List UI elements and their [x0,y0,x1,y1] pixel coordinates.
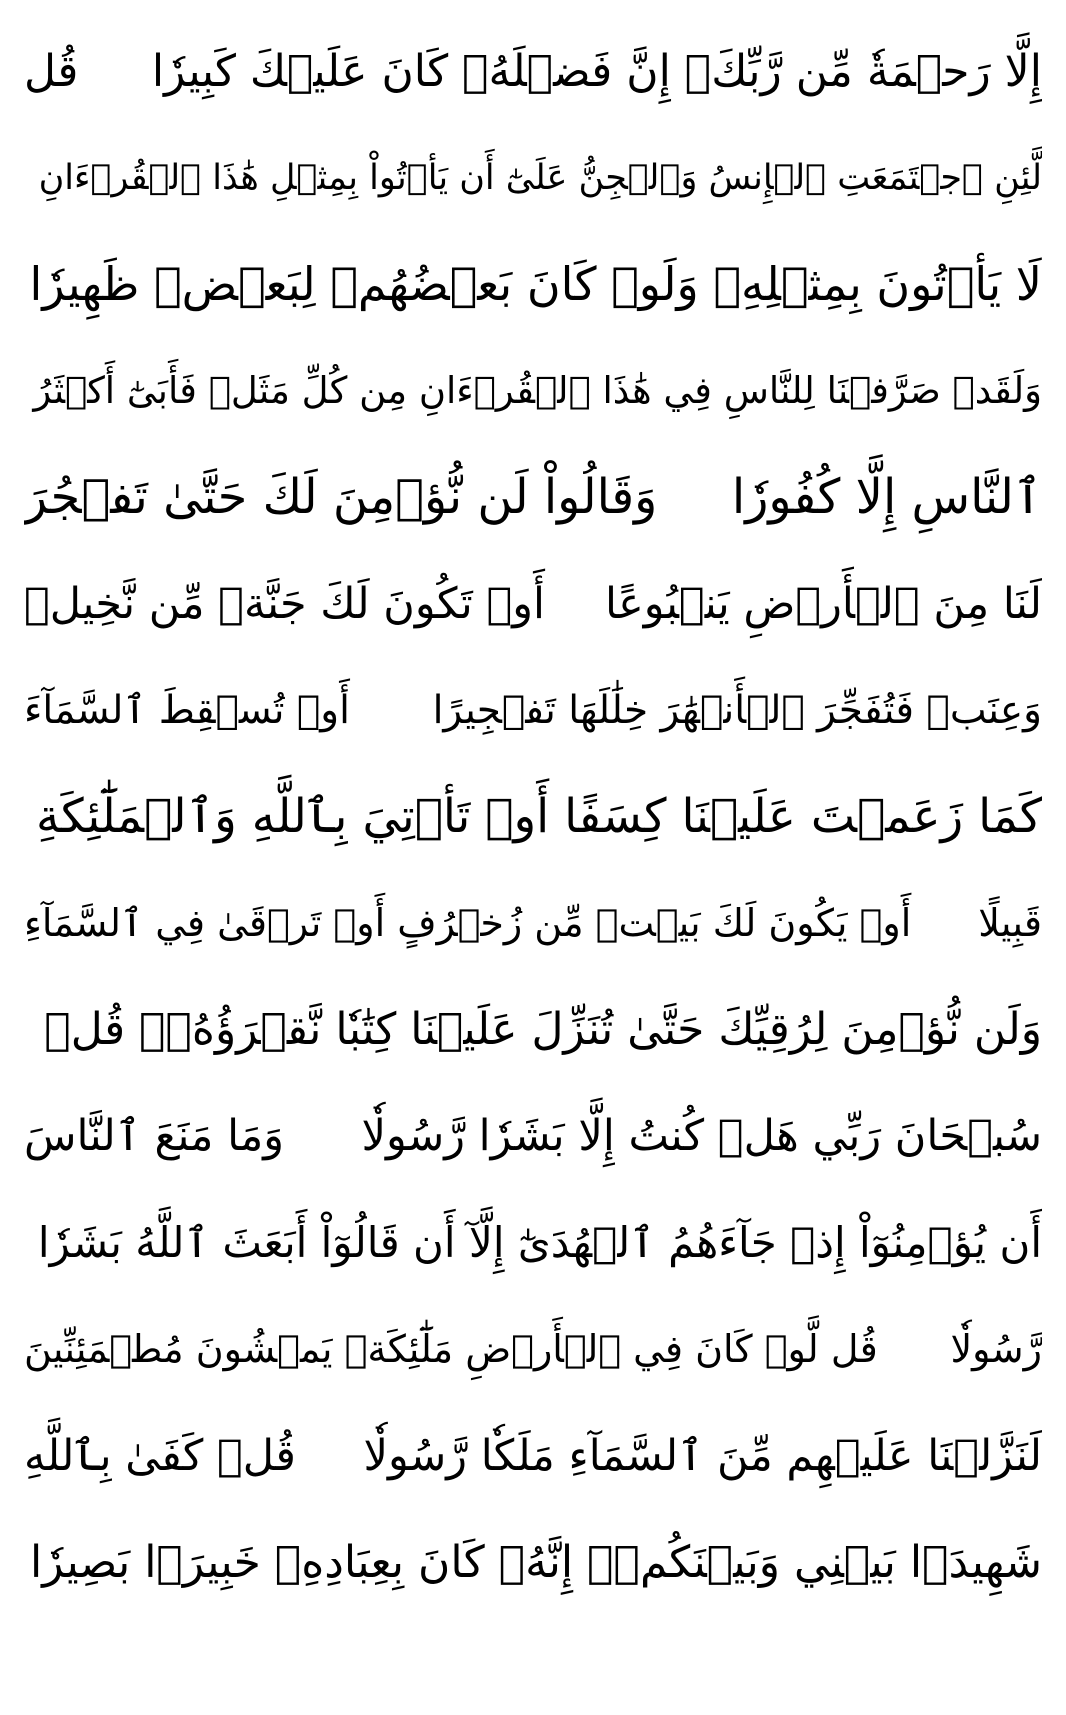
verse-line [24,764,1042,871]
verse-line [24,1509,1042,1616]
verse-text: كَمَا زَعَمۡتَ عَلَيۡنَا كِسَفًا أَوۡ تَأۡتِيَ بِٱللَّهِ وَٱلۡمَلَٰٓئِكَةِ [36,789,1042,845]
verse-line [24,18,1042,125]
verse-text: ٱلنَّاسِ إِلَّا كُفُورٗا [731,469,1042,526]
verse-text: لَّئِنِ ٱجۡتَمَعَتِ ٱلۡإِنسُ وَٱلۡجِنُّ عَلَىٰٓ أَن يَأۡتُواْ بِمِثۡلِ هَٰذَا ٱلۡقُرۡءَانِ [38,157,1042,198]
verse-text: وَعِنَبٖ فَتُفَجِّرَ ٱلۡأَنۡهَٰرَ خِلَٰلَهَا تَفۡجِيرًا [432,687,1042,733]
verse-text: لَا يَأۡتُونَ بِمِثۡلِهِۦ وَلَوۡ كَانَ بَعۡضُهُمۡ لِبَعۡضٖ ظَهِيرٗا [29,257,1042,312]
verse-line [24,1190,1042,1297]
verse-text: إِلَّا رَحۡمَةٗ مِّن رَّبِّكَۚ إِنَّ فَضۡلَهُۥ كَانَ عَلَيۡكَ كَبِيرٗا [151,45,1042,97]
verse-line [24,338,1042,445]
verse-text: أَوۡ تُسۡقِطَ ٱلسَّمَآءَ [24,687,350,733]
verse-line [24,870,1042,977]
verse-line [24,444,1042,551]
verse-line [24,125,1042,232]
verse-line [24,1296,1042,1403]
verse-text: وَلَقَدۡ صَرَّفۡنَا لِلنَّاسِ فِي هَٰذَا ٱلۡقُرۡءَانِ مِن كُلِّ مَثَلٖ فَأَبَىٰٓ أَكۡثَرُ [33,369,1042,413]
verse-lines [24,18,1042,1616]
verse-text: قُل [24,45,79,97]
verse-text: أَوۡ يَكُونَ لَكَ بَيۡتٞ مِّن زُخۡرُفٍ أَوۡ تَرۡقَىٰ فِي ٱلسَّمَآءِ [24,901,912,946]
verse-text: رَّسُولٗا [950,1327,1042,1372]
verse-text: قُل لَّوۡ كَانَ فِي ٱلۡأَرۡضِ مَلَٰٓئِكَةٞ يَمۡشُونَ مُطۡمَئِنِّينَ [24,1327,878,1372]
verse-text: سُبۡحَانَ رَبِّي هَلۡ كُنتُ إِلَّا بَشَرٗا رَّسُولٗا [361,1111,1042,1162]
verse-line [24,1403,1042,1510]
verse-text: وَقَالُواْ لَن نُّؤۡمِنَ لَكَ حَتَّىٰ تَفۡجُرَ [24,469,658,526]
verse-line [24,551,1042,658]
verse-line [24,231,1042,338]
verse-text: لَنَا مِنَ ٱلۡأَرۡضِ يَنۢبُوعًا [604,578,1042,629]
verse-text: أَن يُؤۡمِنُوٓاْ إِذۡ جَآءَهُمُ ٱلۡهُدَىٰٓ إِلَّآ أَن قَالُوٓاْ أَبَعَثَ ٱللَّهُ بَشَرٗا [37,1218,1042,1268]
verse-text: قُلۡ كَفَىٰ بِٱللَّهِ [24,1430,296,1481]
verse-text: أَوۡ تَكُونَ لَكَ جَنَّةٞ مِّن نَّخِيلٖ [24,578,545,629]
verse-text: وَمَا مَنَعَ ٱلنَّاسَ [24,1111,284,1162]
verse-text: قَبِيلًا [978,901,1042,946]
verse-line [24,977,1042,1084]
verse-line [24,657,1042,764]
verse-text: شَهِيدَۢا بَيۡنِي وَبَيۡنَكُمۡۚ إِنَّهُۥ كَانَ بِعِبَادِهِۦ خَبِيرَۢا بَصِيرٗا [30,1536,1042,1588]
verse-text: وَلَن نُّؤۡمِنَ لِرُقِيِّكَ حَتَّىٰ تُنَزِّلَ عَلَيۡنَا كِتَٰبٗا نَّقۡرَؤُهُۥۗ قُلۡ [44,1004,1042,1056]
verse-line [24,1083,1042,1190]
verse-text: لَنَزَّلۡنَا عَلَيۡهِم مِّنَ ٱلسَّمَآءِ مَلَكٗا رَّسُولٗا [363,1430,1042,1481]
